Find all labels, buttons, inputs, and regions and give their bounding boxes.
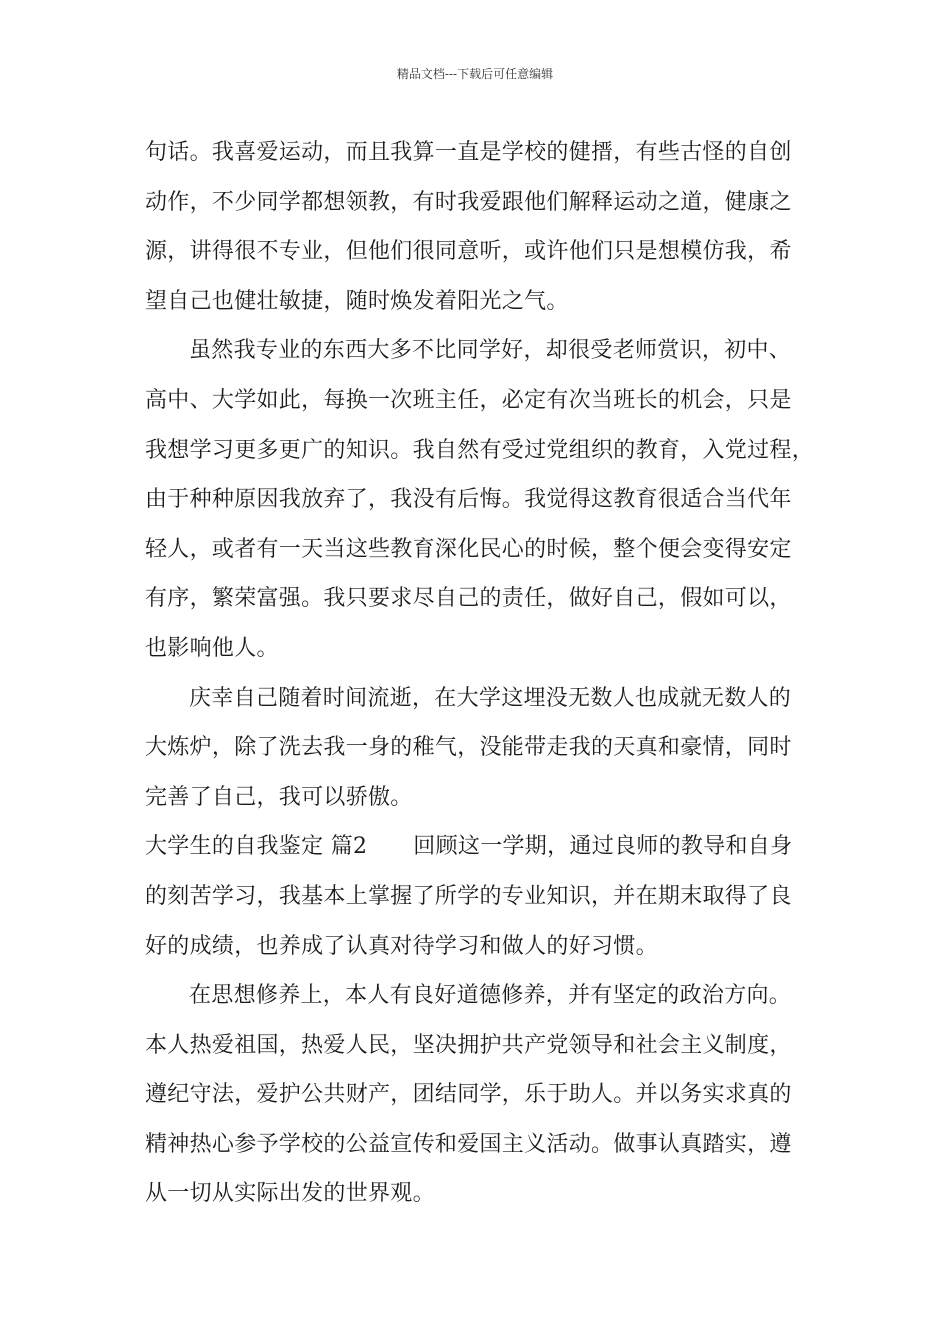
text-line: 我想学习更多更广的知识。我自然有受过党组织的教育，入党过程，	[145, 437, 815, 463]
text-line: 也影响他人。	[145, 635, 279, 661]
text-line: 由于种种原因我放弃了，我没有后悔。我觉得这教育很适合当代年	[145, 487, 792, 513]
paragraph-first-line: 在思想修养上，本人有良好道德修养，并有坚定的政治方向。	[189, 983, 792, 1009]
text-line: 本人热爱祖国，热爱人民，坚决拥护共产党领导和社会主义制度，	[145, 1032, 792, 1058]
text-line: 望自己也健壮敏捷，随时焕发着阳光之气。	[145, 288, 569, 314]
text-line: 遵纪守法，爱护公共财产，团结同学，乐于助人。并以务实求真的	[145, 1082, 792, 1108]
text-line: 从一切从实际出发的世界观。	[145, 1181, 435, 1207]
document-body	[145, 128, 813, 1219]
text-line: 的刻苦学习，我基本上掌握了所学的专业知识，并在期末取得了良	[145, 883, 792, 909]
text-line: 有序，繁荣富强。我只要求尽自己的责任，做好自己，假如可以，	[145, 586, 792, 612]
text-line: 高中、大学如此，每换一次班主任，必定有次当班长的机会，只是	[145, 387, 792, 413]
section-title: 大学生的自我鉴定 篇2	[145, 834, 368, 860]
text-line: 轻人，或者有一天当这些教育深化民心的时候，整个便会变得安定	[145, 536, 792, 562]
text-line: 好的成绩，也养成了认真对待学习和做人的好习惯。	[145, 933, 658, 959]
text-line: 句话。我喜爱运动，而且我算一直是学校的健搢，有些古怪的自创	[145, 140, 792, 165]
text-line: 完善了自己，我可以骄傲。	[145, 784, 413, 810]
text-line: 动作，不少同学都想领教，有时我爱跟他们解释运动之道，健康之	[145, 189, 792, 215]
text-line: 大炼炉，除了洗去我一身的稚气，没能带走我的天真和豪情，同时	[145, 735, 792, 761]
section-first-text: 回顾这一学期，通过良师的教导和自身	[413, 834, 793, 860]
paragraph-first-line: 庆幸自己随着时间流逝，在大学这埋没无数人也成就无数人的	[189, 685, 792, 711]
page-header: 精品文档---下载后可任意编辑	[396, 67, 554, 81]
text-line: 精神热心参予学校的公益宣传和爱国主义活动。做事认真踏实，遵	[145, 1131, 792, 1157]
text-line: 源，讲得很不专业，但他们很同意听，或许他们只是想模仿我，希	[145, 239, 792, 265]
paragraph-first-line: 虽然我专业的东西大多不比同学好，却很受老师赏识，初中、	[189, 338, 792, 364]
section-heading-line	[145, 822, 813, 872]
